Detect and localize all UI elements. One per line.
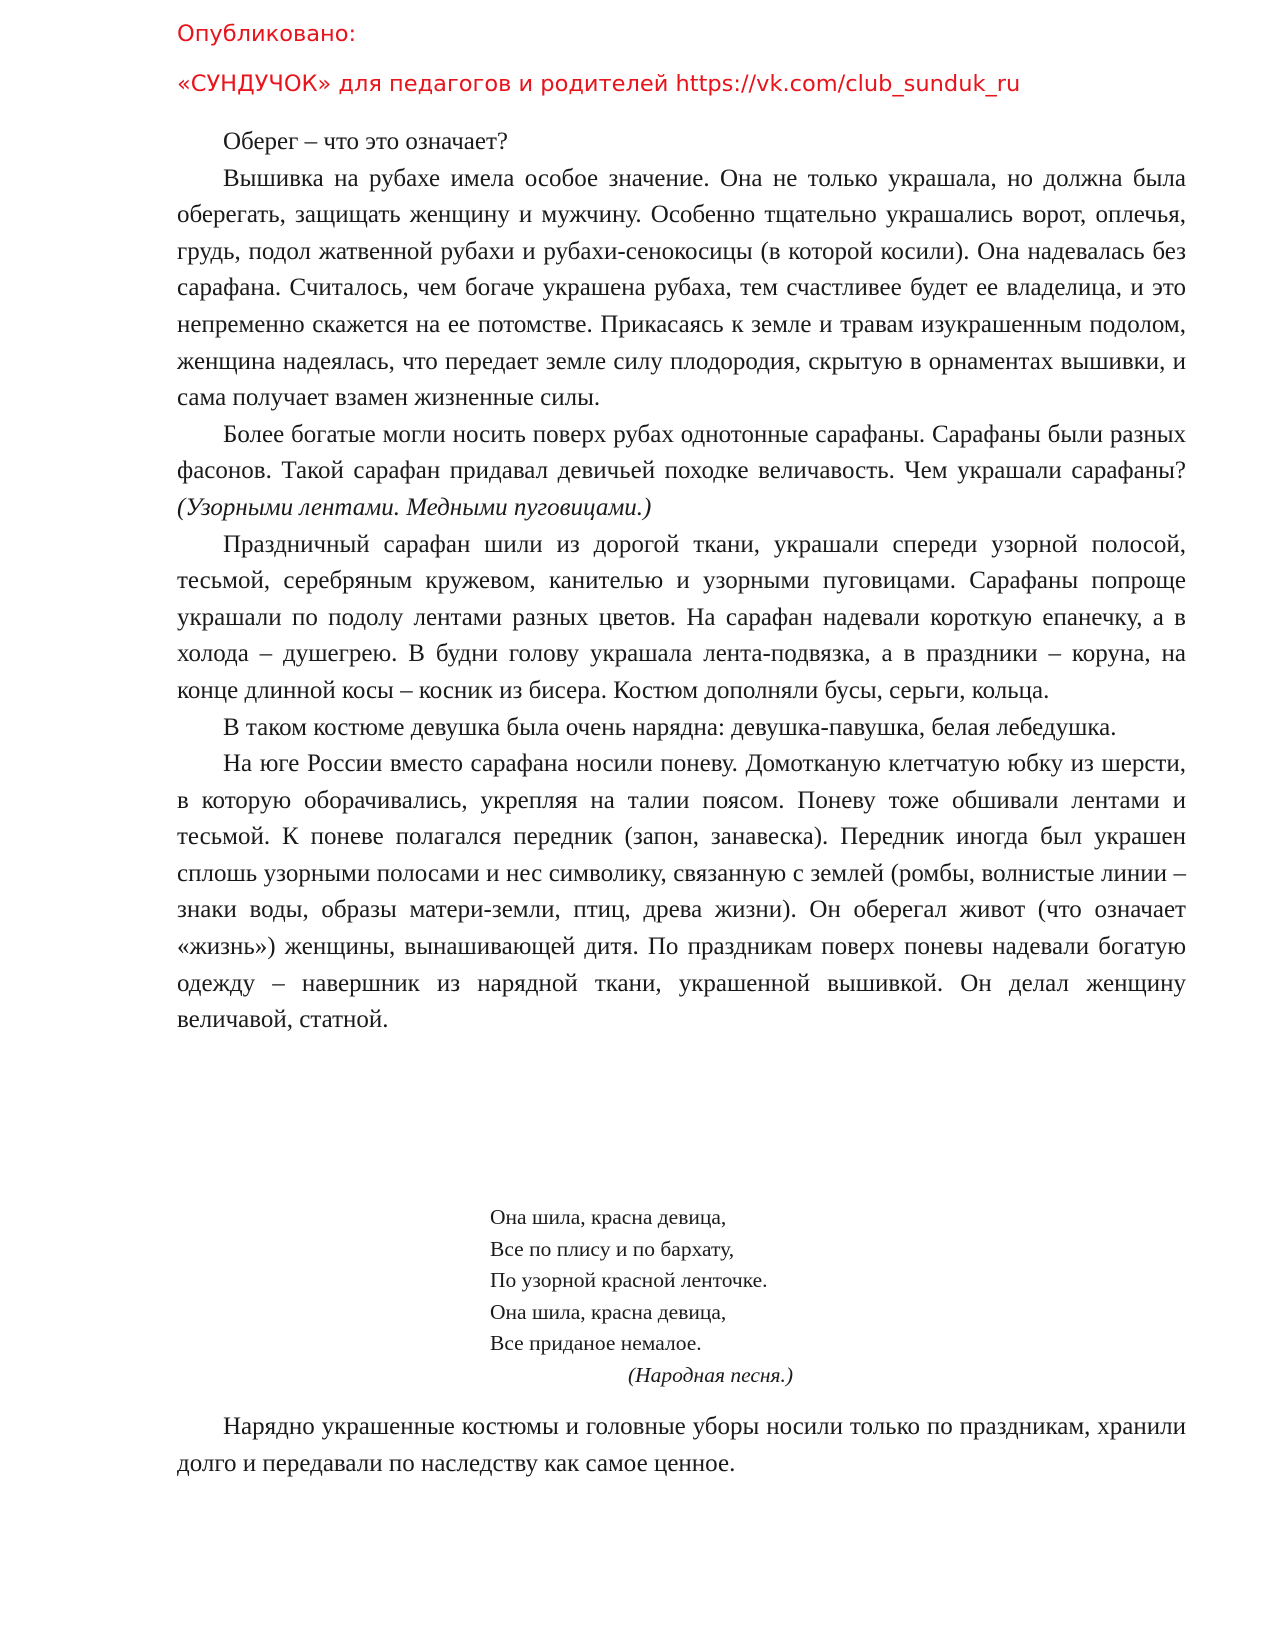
published-label: Опубликовано: [177,21,357,47]
paragraph-girl-costume: В таком костюме девушка была очень нарядна: девушка-павушка, белая лебедушка. [223,713,1117,741]
paragraph-sarafans-text: Более богатые могли носить поверх рубах однотонные сарафаны. Сарафаны были разных фасонов. Такой сарафан придавал девичьей походке величавость. Чем украшали сарафаны? [177,420,1186,485]
paragraph-closing: Нарядно украшенные костюмы и головные уборы носили только по праздникам, хранили долго и передавали по наследству как самое ценное. [177,1413,1186,1477]
paragraph-sarafans [177,417,1186,527]
article-body [177,124,1186,1039]
poem-block [490,1202,990,1391]
paragraph-poneva: На юге России вместо сарафана носили поневу. Домотканую клетчатую юбку из шерсти, в которую оборачивались, укрепляя на талии поясом. Поневу тоже обшивали лентами и тесьмой. К поневе полагался передник (запон, занавеска). Передник иногда был украшен сплошь узорными полосами и нес символику, связанную с землей (ромбы, волнистые линии – знаки воды, образы матери-земли, птиц, древа жизни). Он оберегал живот (что означает «жизнь») женщины, вынашивающей дитя. По праздникам поверх поневы надевали богатую одежду – навершник из нарядной ткани, украшенной вышивкой. Он делал женщину величавой, статной. [177,750,1186,1034]
paragraph-festive-sarafan: Праздничный сарафан шили из дорогой ткани, украшали спереди узорной полосой, тесьмой, серебряным кружевом, канителью и узорными пуговицами. Сарафаны попроще украшали по подолу лентами разных цветов. На сарафан надевали короткую епанечку, а в холода – душегрею. В будни голову украшала лента-подвязка, а в праздники – коруна, на конце длинной косы – косник из бисера. Костюм дополняли бусы, серьги, кольца. [177,530,1186,704]
poem-line: Она шила, красна девица, [490,1299,727,1324]
closing-body [177,1409,1186,1482]
article-title: Оберег – что это означает? [223,128,509,155]
poem-source: (Народная песня.) [628,1362,794,1387]
paragraph-sarafans-answer: (Узорными лентами. Медными пуговицами.) [177,493,652,521]
source-line: «СУНДУЧОК» для педагогов и родителей https://vk.com/club_sunduk_ru [177,71,1021,97]
poem-line: Все по плису и по бархату, [490,1236,735,1261]
paragraph-embroidery: Вышивка на рубахе имела особое значение. Она не только украшала, но должна была оберегать, защищать женщину и мужчину. Особенно тщательно украшались ворот, оплечья, грудь, подол жатвенной рубахи и рубахи-сенокосицы (в которой косили). Она надевалась без сарафана. Считалось, чем богаче украшена рубаха, тем счастливее будет ее владелица, и это непременно скажется на ее потомстве. Прикасаясь к земле и травам изукрашенным подолом, женщина надеялась, что передает земле силу плодородия, скрытую в орнаментах вышивки, и сама получает взамен жизненные силы. [177,164,1186,412]
poem-line: По узорной красной ленточке. [490,1268,768,1292]
poem-line: Все приданое немалое. [490,1331,702,1355]
poem-line: Она шила, красна девица, [490,1205,727,1229]
publication-header [177,14,1177,104]
